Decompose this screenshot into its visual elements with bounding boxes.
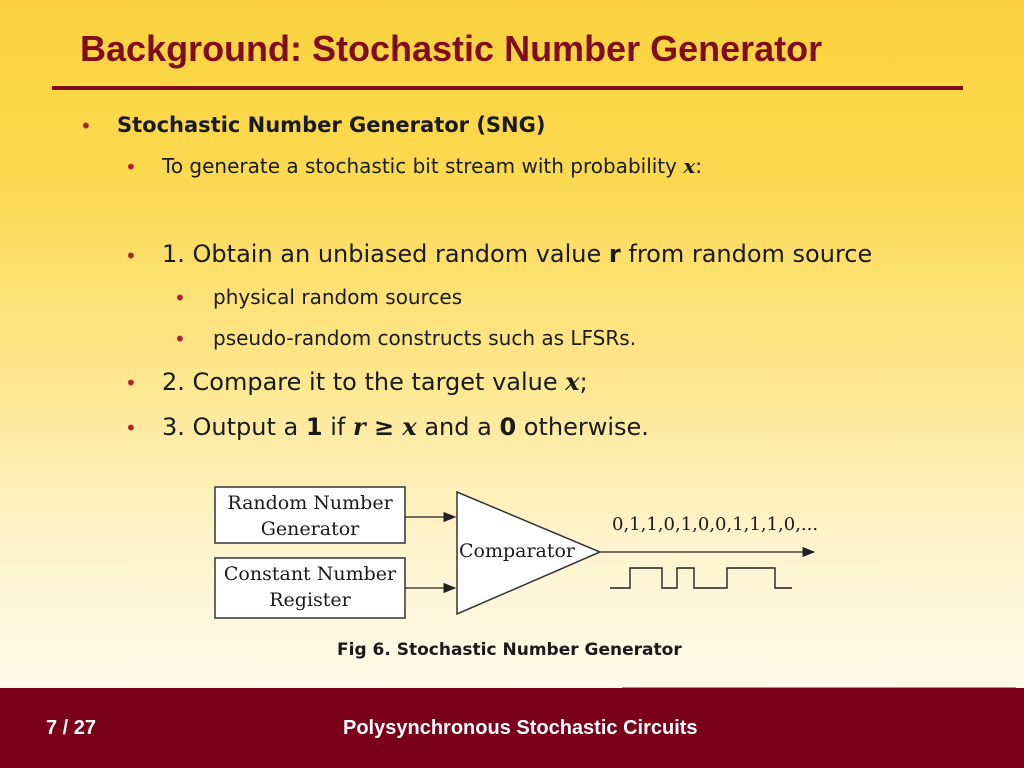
cnr-label-line1: Constant Number: [223, 563, 397, 585]
bullet-sng-heading: Stochastic Number Generator (SNG): [117, 113, 546, 137]
bullet-step1: 1. Obtain an unbiased random value r from random source: [162, 240, 873, 268]
figure-caption: Fig 6. Stochastic Number Generator: [337, 640, 682, 660]
bitstream-waveform: [610, 568, 792, 588]
bullet-dot: •: [174, 286, 186, 310]
title-underline: [52, 86, 963, 90]
rng-label-line1: Random Number: [227, 492, 393, 514]
bullet-dot: •: [125, 371, 137, 395]
bullet-source-pseudo: pseudo-random constructs such as LFSRs.: [213, 326, 637, 350]
bullet-dot: •: [125, 155, 137, 179]
bullet-step2: 2. Compare it to the target value x;: [162, 367, 588, 396]
bullet-dot: •: [80, 114, 92, 138]
sng-diagram: [212, 484, 832, 624]
bitstream-label: 0,1,1,0,1,0,0,1,1,1,0,...: [612, 514, 819, 535]
slide-title: Background: Stochastic Number Generator: [80, 28, 823, 69]
page-number: 7 / 27: [46, 717, 97, 739]
bullet-dot: •: [125, 416, 137, 440]
bullet-generate-intro: To generate a stochastic bit stream with probability x:: [162, 154, 703, 178]
bullet-dot: •: [174, 327, 186, 351]
rng-label-line2: Generator: [260, 518, 360, 540]
cnr-label-line2: Register: [269, 589, 351, 611]
bullet-step3: 3. Output a 1 if r ≥ x and a 0 otherwise.: [162, 412, 649, 441]
comparator-label: Comparator: [458, 540, 576, 562]
bullet-source-physical: physical random sources: [213, 285, 463, 309]
footer-title: Polysynchronous Stochastic Circuits: [343, 717, 698, 739]
bullet-dot: •: [125, 244, 137, 268]
